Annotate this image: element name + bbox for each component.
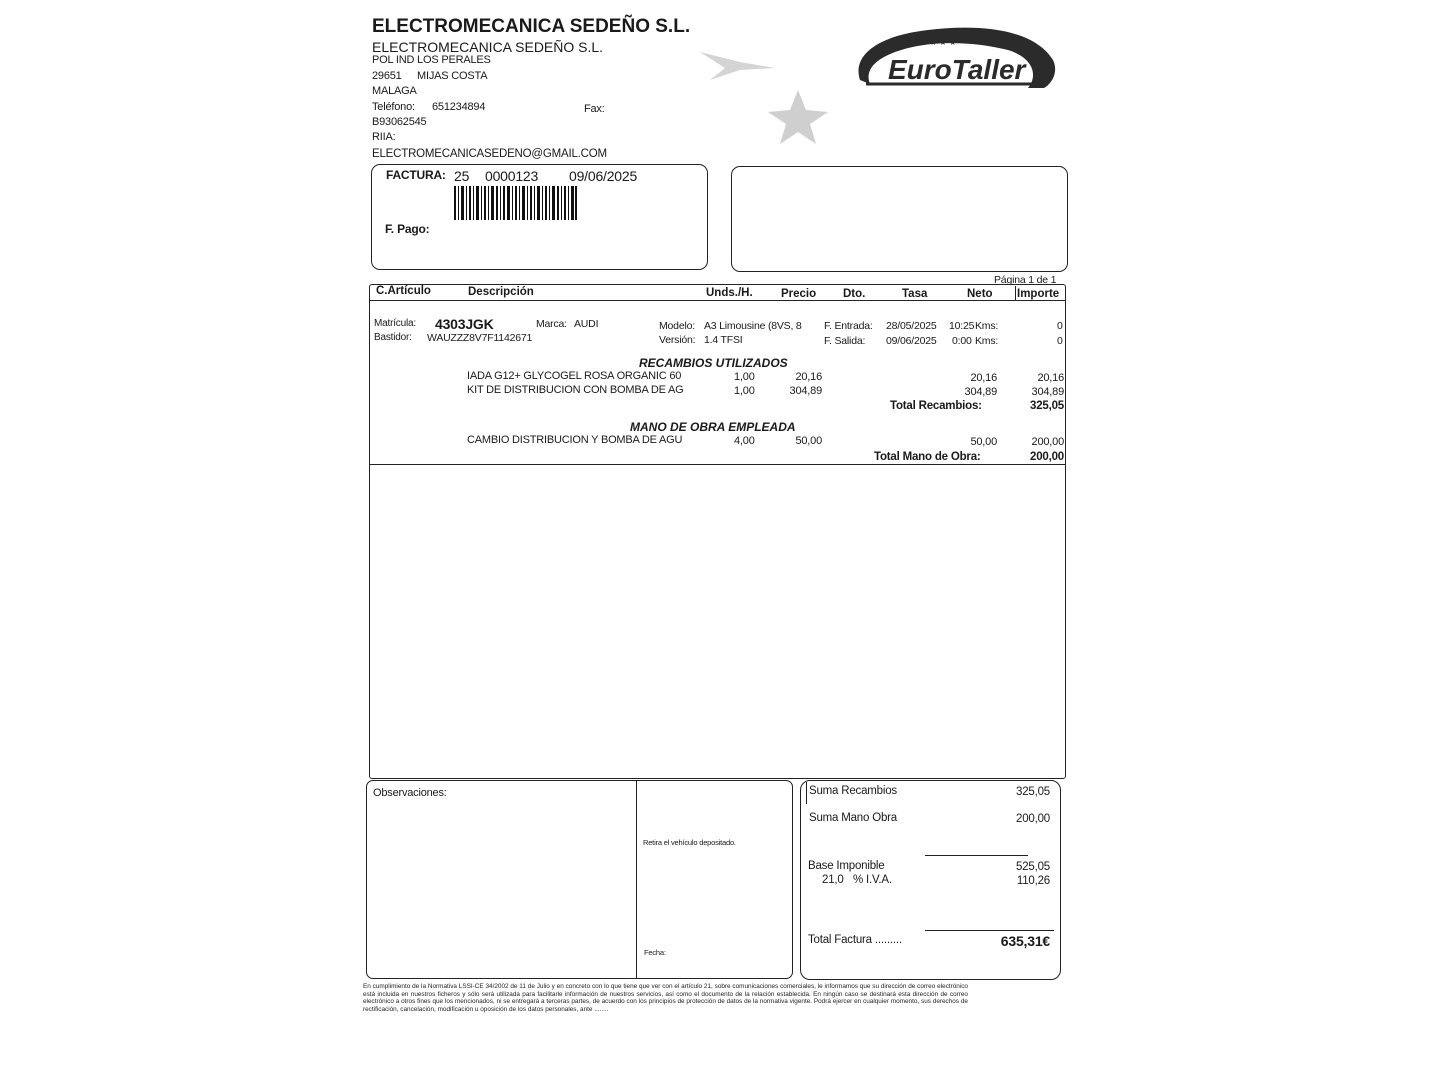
tax-base-label: Base Imponible [808,860,885,872]
sum-labor: 200,00 [1016,813,1050,825]
invoice-total: 635,31€ [1000,933,1050,949]
vat-rate: 21,0 [822,874,844,886]
company-postal-code: 29651 [372,70,402,82]
observations-label: Observaciones: [373,787,447,799]
date-label: Fecha: [644,948,666,957]
col-amount: Importe [1017,288,1060,300]
company-fax-label: Fax: [584,103,605,115]
labor-description: CAMBIO DISTRIBUCION Y BOMBA DE AGU [467,434,683,446]
barcode [454,186,578,221]
invoice-number: 0000123 [485,168,539,184]
brand-label: Marca: [536,318,567,330]
sum-parts: 325,05 [1016,786,1050,798]
exit-time: 0:00 [952,335,972,347]
company-tax-id: B93062545 [372,116,427,128]
invoice-total-label: Total Factura ......... [808,934,902,946]
parts-section-title: RECAMBIOS UTILIZADOS [639,356,788,370]
company-email: ELECTROMECANICASEDENO@GMAIL.COM [372,148,607,160]
col-net: Neto [967,288,993,300]
vat-label: % I.V.A. [853,874,892,886]
part-net: 304,89 [964,386,997,398]
col-units: Unds./H. [706,287,753,299]
company-name: ELECTROMECANICA SEDEÑO S.L. [372,39,604,55]
entry-date: 28/05/2025 [886,320,937,332]
model-label: Modelo: [659,320,695,332]
page-indicator: Página 1 de 1 [994,274,1057,286]
part-units: 1,00 [734,385,755,397]
table-header-divider [370,300,1065,301]
logo-stars: ★ ★ ★ ★ [920,38,957,47]
observations-divider [636,781,637,978]
payment-label: F. Pago: [385,222,430,236]
parts-total: 325,05 [1030,400,1064,412]
sum-parts-label: Suma Recambios [809,785,897,797]
part-amount: 20,16 [1037,372,1064,384]
exit-kms-label: Kms: [975,335,999,347]
vin-label: Bastidor: [374,332,412,343]
brand-value: AUDI [574,318,599,330]
col-price: Precio [781,288,817,300]
pickup-label: Retira el vehículo depositado. [643,838,736,847]
labor-section-title: MANO DE OBRA EMPLEADA [630,420,796,434]
entry-kms: 0 [1057,320,1063,332]
observations-box [366,780,793,979]
labor-total-label: Total Mano de Obra: [874,451,981,463]
company-address: POL IND LOS PERALES [372,54,491,66]
part-description: KIT DE DISTRIBUCION CON BOMBA DE AG [467,384,684,396]
vat-amount: 110,26 [1016,875,1050,887]
version-value: 1.4 TFSI [704,334,743,346]
col-tax: Tasa [902,288,928,300]
header-column-divider [1015,286,1016,300]
labor-units: 4,00 [734,435,755,447]
company-city: MIJAS COSTA [417,70,488,82]
eurotaller-logo [848,18,1063,100]
col-discount: Dto. [843,288,866,300]
part-price: 304,89 [789,385,822,397]
part-description: IADA G12+ GLYCOGEL ROSA ORGANIC 60 [467,370,682,382]
exit-date: 09/06/2025 [886,335,937,347]
total-rule [925,930,1054,931]
company-phone: 651234894 [432,101,486,113]
model-value: A3 Limousine (8VS, 8 [704,320,802,332]
sum-labor-label: Suma Mano Obra [809,812,897,824]
col-code: C.Artículo [376,285,431,297]
plate-label: Matrícula: [374,318,416,329]
labor-total: 200,00 [1030,451,1064,463]
subtotal-rule [925,855,1028,856]
part-units: 1,00 [734,371,755,383]
labor-net: 50,00 [970,436,997,448]
labor-amount: 200,00 [1031,436,1064,448]
col-description: Descripción [468,286,534,298]
entry-kms-label: Kms: [975,320,999,332]
plate-value: 4303JGK [435,316,494,332]
company-name-header: ELECTROMECANICA SEDEÑO S.L. [372,16,691,37]
version-label: Versión: [659,334,696,346]
legal-notice: En cumplimiento de la Normativa LSSI-CE 34/2002 de 11 de Julio y en concreto con lo que tiene que ver con el artículo 21, sobre comunicaciones comerciales, le informamos que su dirección de correo electrónico está incluida en nuestros ficheros y sólo será utilizada para facilitarle información de nuestros servicios, así como el documento de la relación establecida. En ningún caso se destinará esta dirección de correo electrónico a otros fines que los mencionados, ni se entregará a terceras partes, de acuerdo con los principios de protección de datos de la normativa vigente. Podrá ejercer en cualquier momento, sus derechos de rectificación, cancelación, modificación u oposición de los datos personales, ante ........ [363,983,968,1013]
client-box [731,166,1068,272]
parts-total-label: Total Recambios: [890,400,982,412]
part-net: 20,16 [970,372,997,384]
tax-base: 525,05 [1016,861,1050,873]
vin-value: WAUZZZ8V7F1142671 [427,332,533,344]
totals-tick [806,782,807,804]
invoice-date: 09/06/2025 [569,168,638,184]
company-phone-label: Teléfono: [372,101,415,113]
exit-kms: 0 [1057,335,1063,347]
entry-time: 10:25 [949,320,975,332]
lines-end-divider [370,464,1065,465]
part-amount: 304,89 [1031,386,1064,398]
exit-date-label: F. Salida: [824,335,866,347]
entry-date-label: F. Entrada: [824,320,873,332]
labor-price: 50,00 [795,435,822,447]
company-province: MALAGA [372,85,417,97]
invoice-series: 25 [454,168,470,184]
invoice-label: FACTURA: [386,168,446,182]
logo-text: EuroTaller [888,54,1026,85]
company-riia-label: RIIA: [372,131,396,143]
part-price: 20,16 [795,371,822,383]
